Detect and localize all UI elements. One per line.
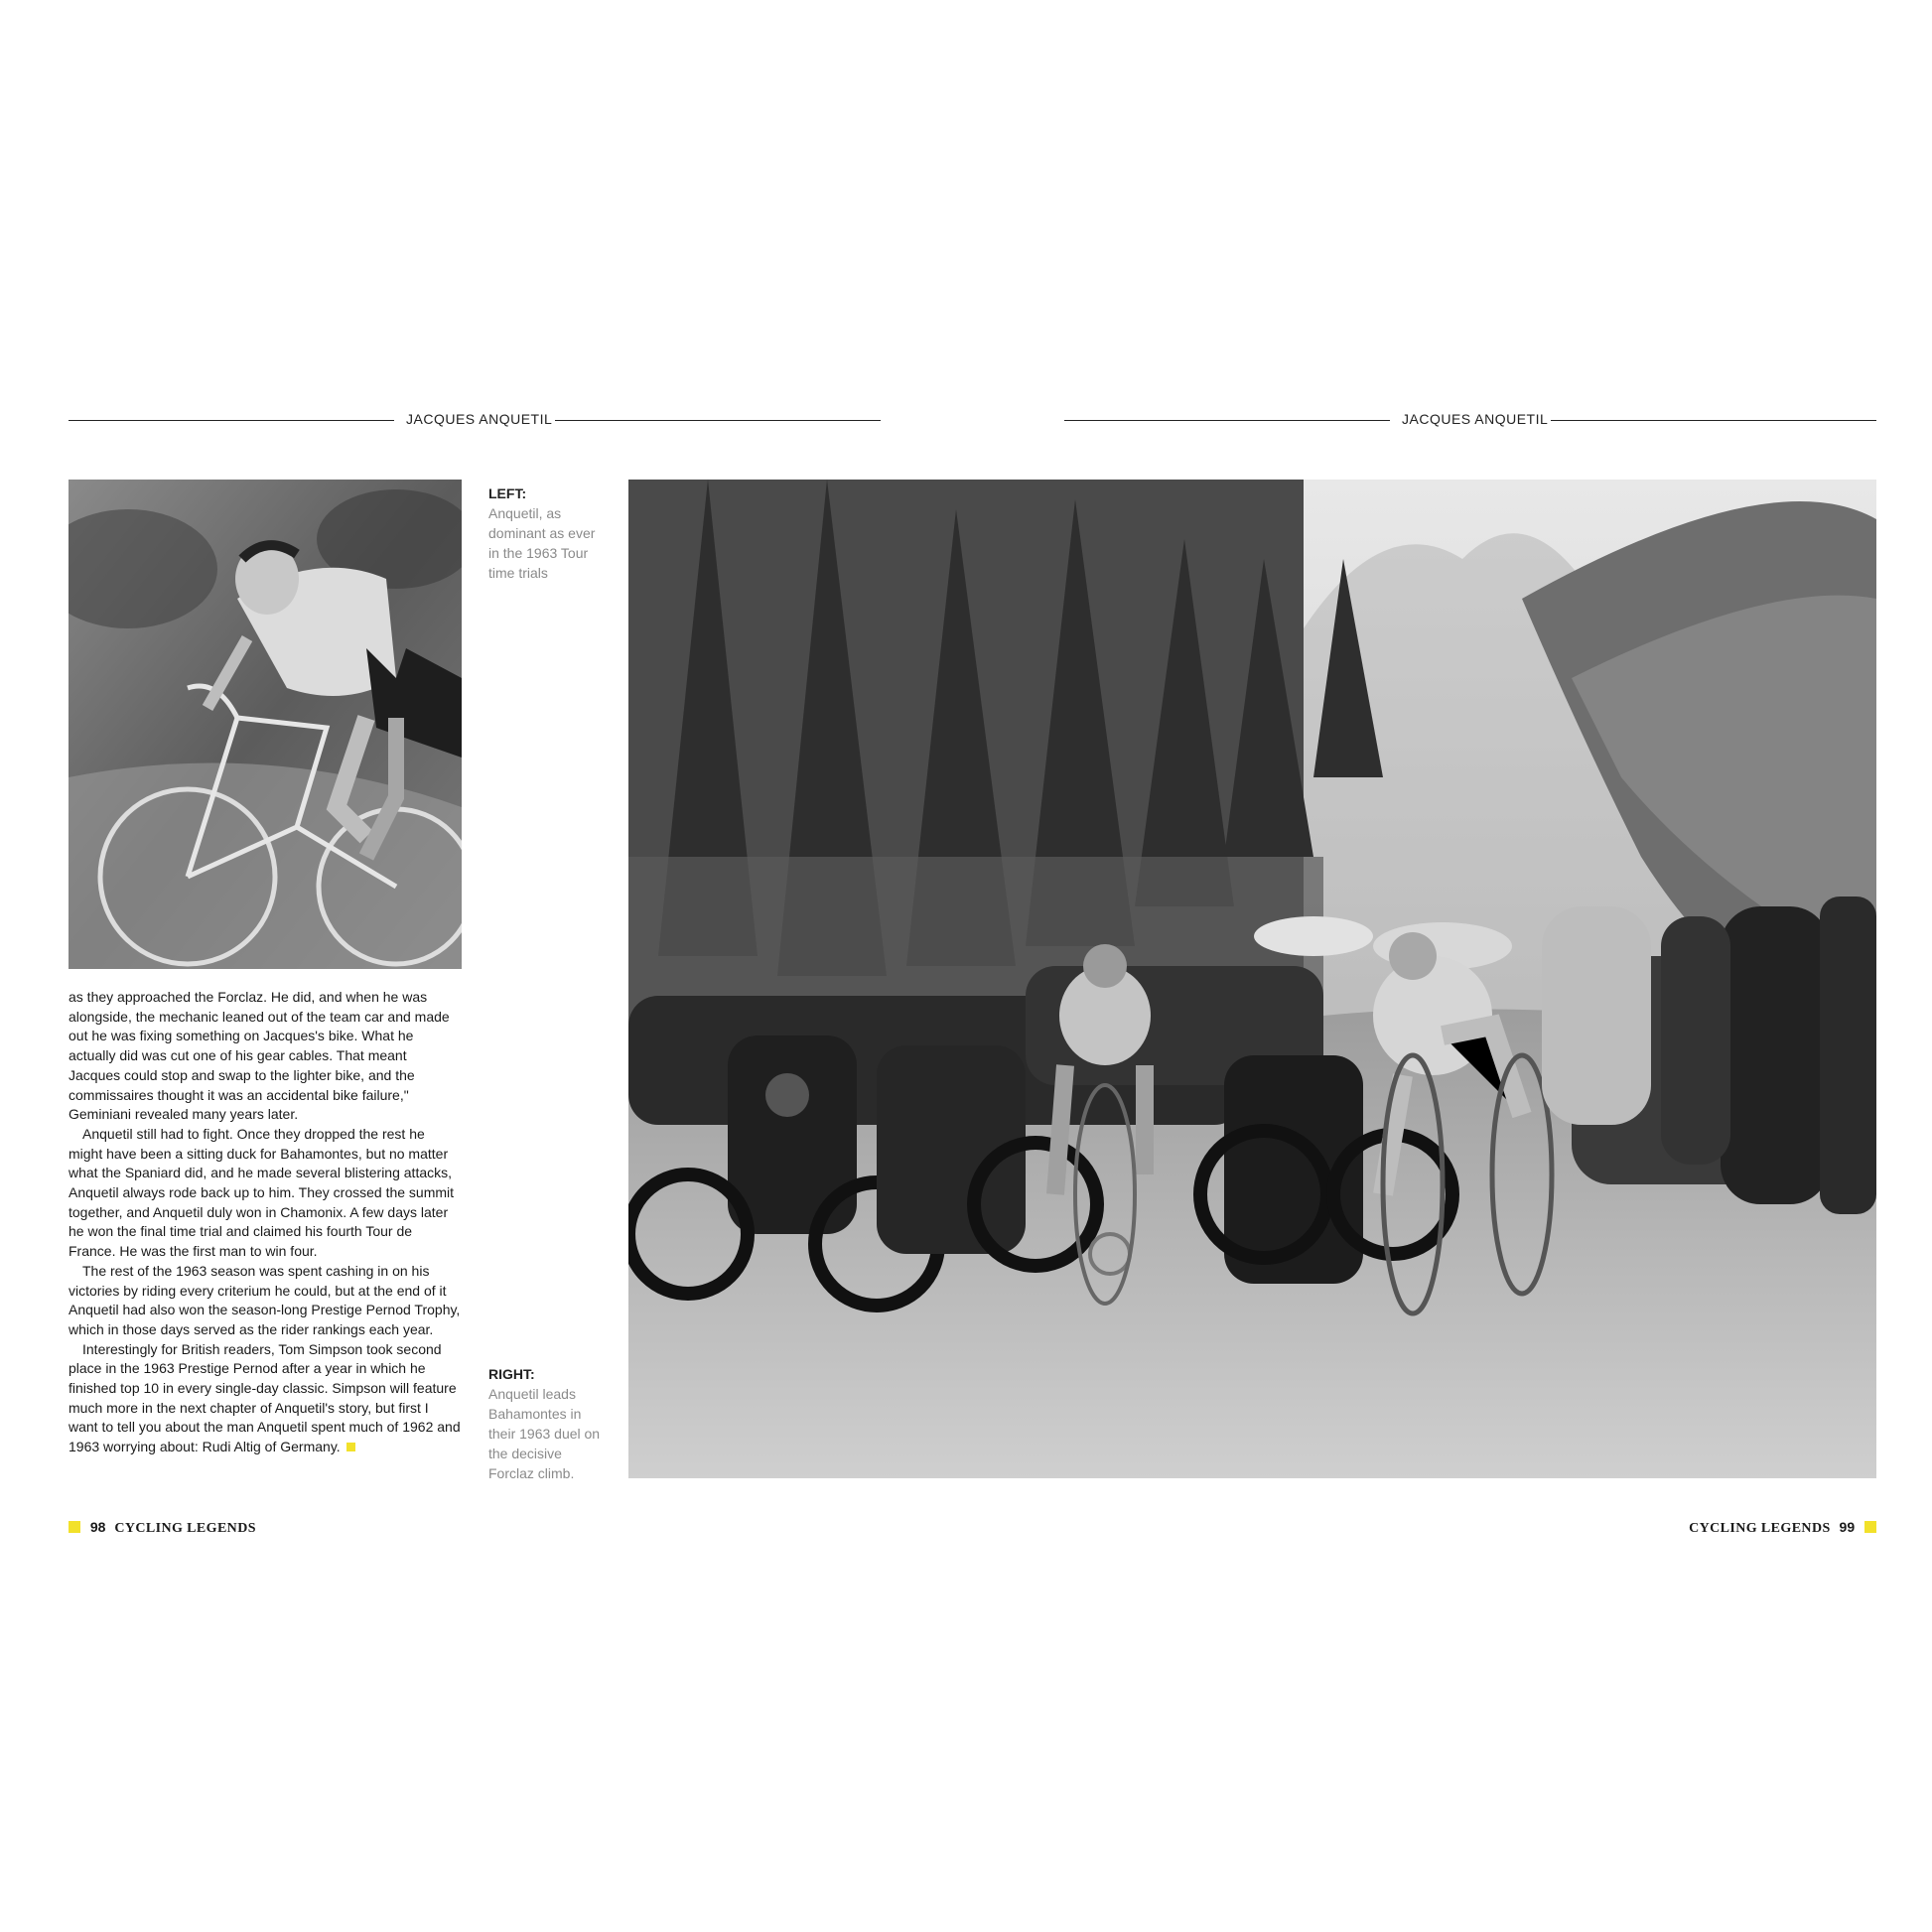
running-head-label-right: JACQUES ANQUETIL: [1402, 411, 1549, 427]
caption-right: [488, 1364, 608, 1483]
caption-right-heading: RIGHT:: [488, 1366, 535, 1382]
folio-right-magazine-title: CYCLING LEGENDS: [1689, 1521, 1831, 1536]
body-paragraph-4-text: Interestingly for British readers, Tom Simpson took second place in the 1963 Prestige Pernod after a year in which he finished top 10 in every single-day classic. Simpson will feature much more in the next chapter of Anquetil's story, but first I want to tell you about the man Anquetil spent much of 1962 and 1963 worrying about: Rudi Altig of Germany.: [69, 1340, 461, 1455]
body-paragraph-4: [69, 1340, 462, 1457]
photo-forclaz-climb: [628, 480, 1876, 1478]
running-head-rule-right-b: [1551, 420, 1876, 421]
folio-left-square-icon: [69, 1521, 80, 1533]
caption-left-text: Anquetil, as dominant as ever in the 1963 Tour time trials: [488, 505, 596, 581]
photo-anquetil-time-trial: [69, 480, 462, 969]
running-head-right: [1064, 410, 1876, 430]
body-paragraph-3: The rest of the 1963 season was spent cashing in on his victories by riding every criterium he could, but at the end of it Anquetil had also won the season-long Prestige Pernod Trophy, which in those days served as the rider rankings each year.: [69, 1262, 461, 1337]
running-head-rule-right-a: [1064, 420, 1390, 421]
running-head-rule-left-a: [69, 420, 394, 421]
body-paragraph-2: Anquetil still had to fight. Once they dropped the rest he might have been a sitting duck for Bahamontes, but no matter what the Spaniard did, and he made several blistering attacks, Anquetil always rode back up to him. They crossed the summit together, and Anquetil duly won in Chamonix. A few days later he won the final time trial and claimed his fourth Tour de France. He was the first man to win four.: [69, 1125, 455, 1260]
folio-right-square-icon: [1864, 1521, 1876, 1533]
running-head-label-left: JACQUES ANQUETIL: [406, 411, 553, 427]
folio-left-page-number: 98: [89, 1519, 106, 1535]
caption-left: [488, 483, 608, 583]
caption-right-text: Anquetil leads Bahamontes in their 1963 duel on the decisive Forclaz climb.: [488, 1386, 601, 1481]
caption-left-heading: LEFT:: [488, 485, 527, 501]
body-text-column: [69, 988, 462, 1457]
body-paragraph-1: as they approached the Forclaz. He did, and when he was alongside, the mechanic leaned out of the team car and made out he was fixing something on Jacques's bike. What he actually did was cut one of his gear cables. That meant Jacques could stop and swap to the lighter bike, and the commissaires thought it was an accidental bike failure," Geminiani revealed many years later.: [69, 989, 450, 1123]
folio-left: [69, 1519, 256, 1539]
folio-left-magazine-title: CYCLING LEGENDS: [114, 1521, 256, 1536]
folio-right: [1689, 1519, 1876, 1539]
running-head-rule-left-b: [555, 420, 881, 421]
running-head-left: [69, 410, 881, 430]
photo-time-trial-illustration: [69, 480, 462, 969]
end-mark-icon: [346, 1443, 355, 1451]
folio-right-page-number: 99: [1839, 1519, 1856, 1535]
photo-forclaz-illustration: [628, 480, 1876, 1478]
